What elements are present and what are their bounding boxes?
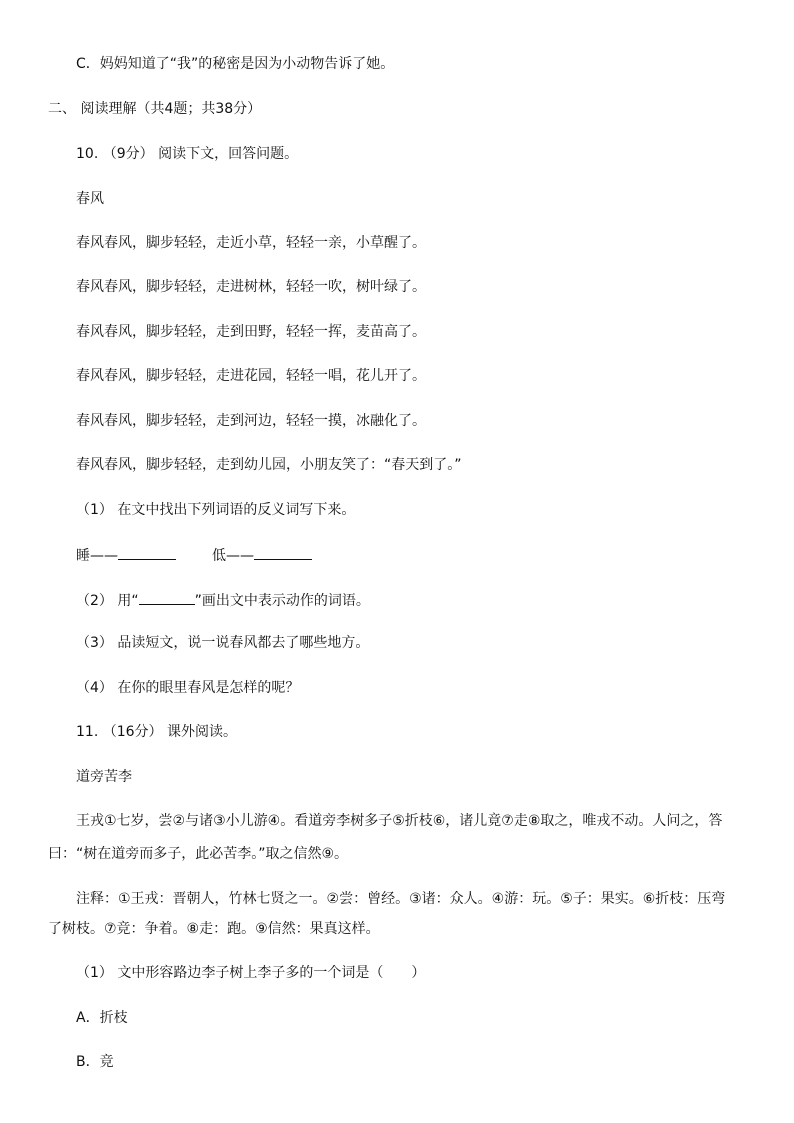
story-line-2: 曰：“树在道旁而多子，此必苦李。”取之信然⑨。 — [48, 846, 349, 862]
question-10-2-end: ”画出文中表示动作的词语。 — [194, 593, 370, 609]
antonym-a-label: 睡—— — [76, 548, 118, 564]
poem-line-2: 春风春风，脚步轻轻，走进树林，轻轻一吹，树叶绿了。 — [76, 279, 426, 295]
note-line-1: 注释：①王戎：晋朝人，竹林七贤之一。②尝：曾经。③诸：众人。④游：玩。⑤子：果实。⑥折枝：压弯 — [76, 891, 726, 907]
question-11-1: （1） 文中形容路边李子树上李子多的一个词是（ ） — [76, 965, 426, 981]
question-10-2 — [76, 590, 370, 610]
antonym-b-label: 低—— — [212, 548, 254, 564]
poem-title: 春风 — [76, 191, 104, 207]
story-line-1: 王戎①七岁，尝②与诸③小儿游④。看道旁李树多子⑤折枝⑥，诸儿竟⑦走⑧取之，唯戎不动。人问之，答 — [76, 813, 723, 829]
question-11: 11. （16分） 课外阅读。 — [76, 724, 237, 740]
option-a: A．折枝 — [76, 1010, 128, 1026]
poem-line-3: 春风春风，脚步轻轻，走到田野，轻轻一挥，麦苗高了。 — [76, 324, 426, 340]
poem-line-6: 春风春风，脚步轻轻，走到幼儿园，小朋友笑了：“春天到了。” — [76, 457, 462, 473]
section-heading: 二、 阅读理解（共4题；共38分） — [48, 101, 262, 117]
question-10-1: （1） 在文中找出下列词语的反义词写下来。 — [76, 502, 356, 518]
question-10-3: （3） 品读短文，说一说春风都去了哪些地方。 — [76, 635, 370, 651]
option-c: C．妈妈知道了“我”的秘密是因为小动物告诉了她。 — [76, 56, 395, 72]
antonym-b-blank[interactable] — [254, 545, 312, 560]
note-line-2: 了树枝。⑦竞：争着。⑧走：跑。⑨信然：果真这样。 — [48, 921, 380, 937]
antonym-a-blank[interactable] — [118, 545, 176, 560]
poem-line-4: 春风春风，脚步轻轻，走进花园，轻轻一唱，花儿开了。 — [76, 368, 426, 384]
story-title: 道旁苦李 — [76, 769, 132, 785]
question-10-2-start: （2） 用“ — [76, 593, 139, 609]
antonym-row — [76, 545, 312, 565]
question-10: 10. （9分） 阅读下文，回答问题。 — [76, 146, 299, 162]
question-10-4: （4） 在你的眼里春风是怎样的呢？ — [76, 680, 300, 696]
underline-sample — [139, 590, 195, 605]
option-b: B．竞 — [76, 1054, 114, 1070]
poem-line-5: 春风春风，脚步轻轻，走到河边，轻轻一摸，冰融化了。 — [76, 413, 426, 429]
poem-line-1: 春风春风，脚步轻轻，走近小草，轻轻一亲，小草醒了。 — [76, 235, 426, 251]
